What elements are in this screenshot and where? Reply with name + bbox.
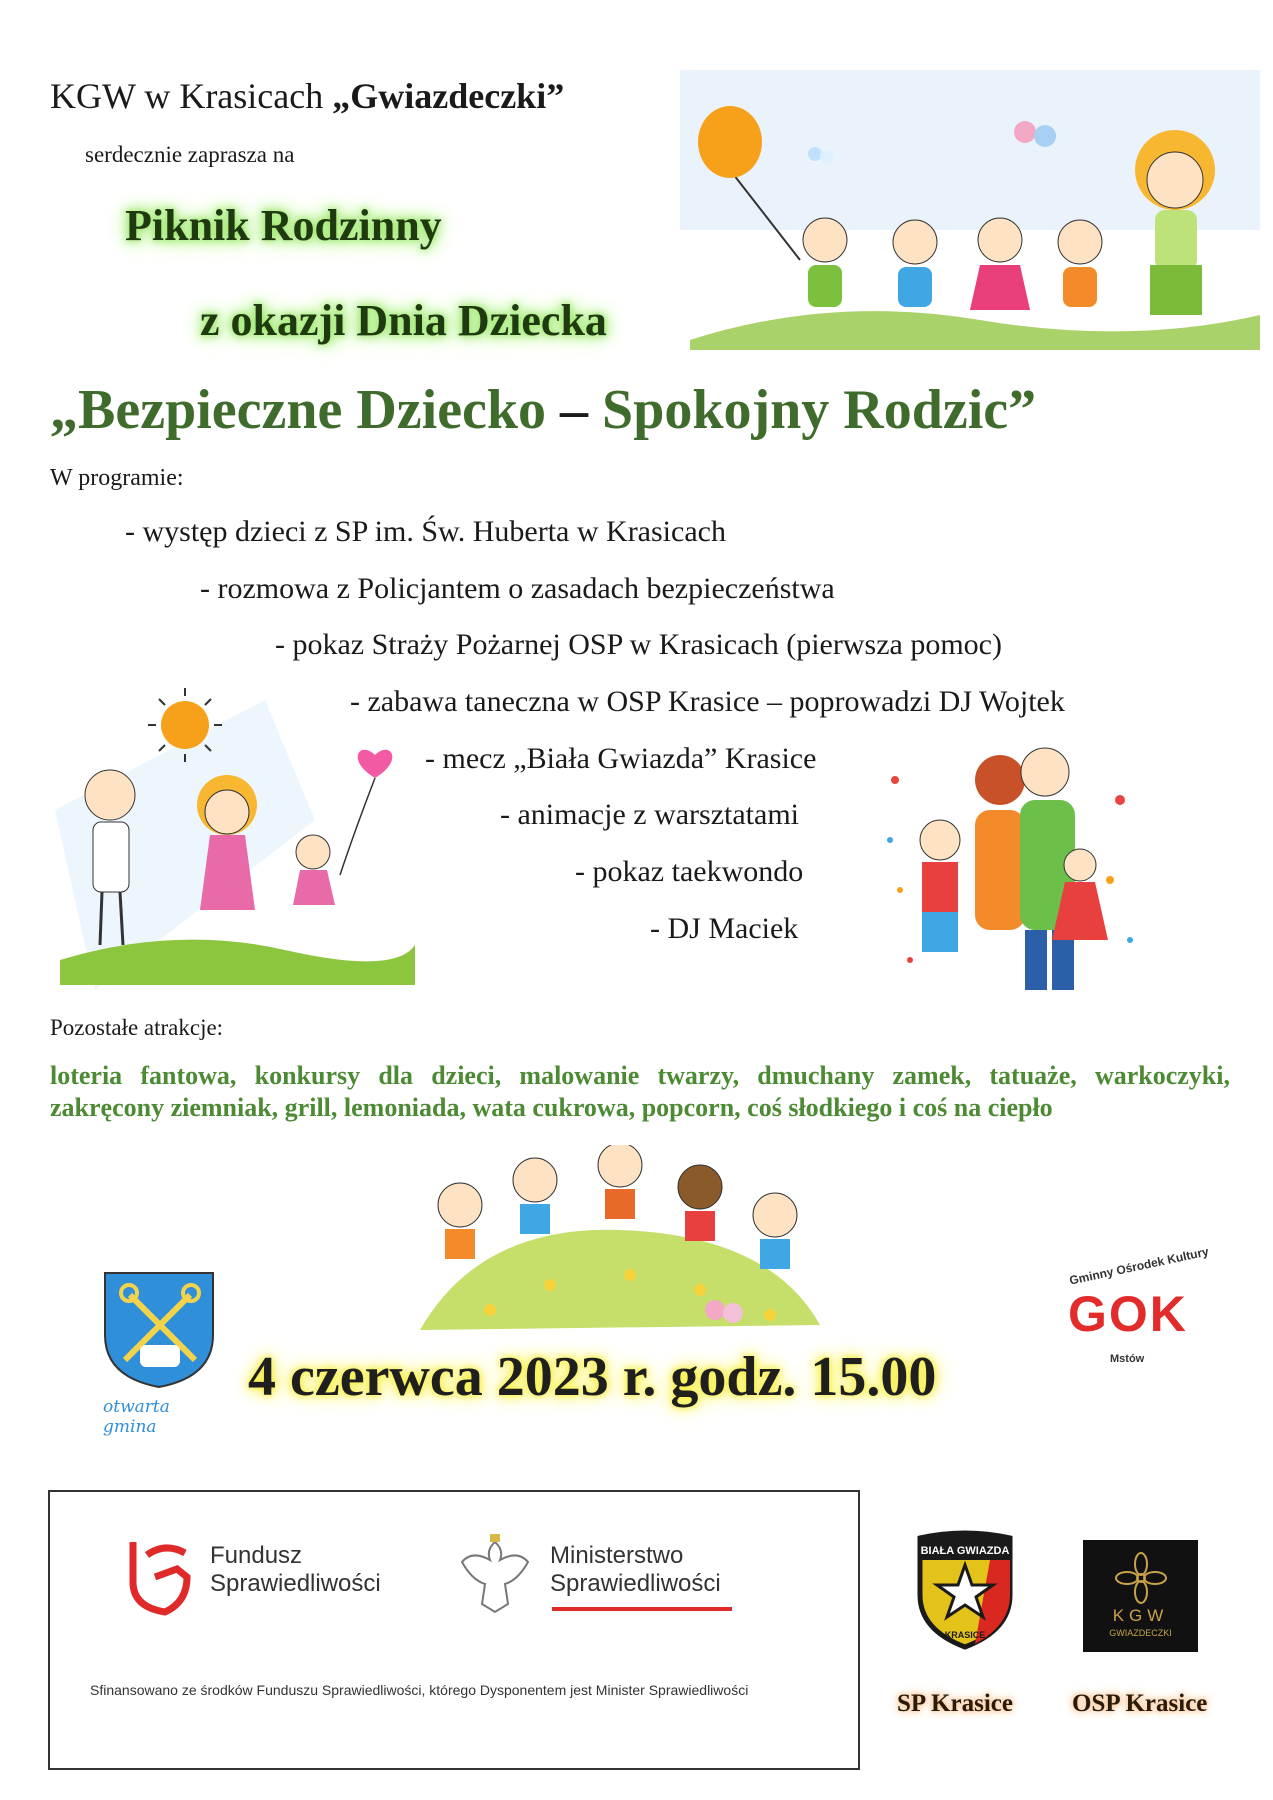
gok-letters: GOK xyxy=(1068,1286,1188,1342)
gok-logo xyxy=(1060,1244,1210,1375)
program-item: - mecz „Biała Gwiazda” Krasice xyxy=(425,742,817,775)
event-date: 4 czerwca 2023 r. godz. 15.00 xyxy=(248,1346,937,1408)
gok-arc-text: Gminny Ośrodek Kultury xyxy=(1068,1244,1210,1288)
osp-krasice-label: OSP Krasice xyxy=(1072,1690,1208,1717)
event-subtitle: z okazji Dnia Dziecka xyxy=(200,296,607,345)
child-figure xyxy=(893,220,937,307)
event-title: Piknik Rodzinny xyxy=(125,201,442,250)
kgw-gwiazdeczki-logo xyxy=(1083,1540,1198,1652)
coat-of-arms-keys-icon xyxy=(95,1265,225,1390)
child-figure xyxy=(753,1193,797,1269)
boy-figure xyxy=(920,820,960,952)
child-figure xyxy=(803,218,847,307)
eagle-emblem-icon xyxy=(460,1532,530,1617)
mother-figure xyxy=(975,755,1025,930)
sponsor-box xyxy=(48,1490,860,1770)
funding-note: Sfinansowano ze środków Funduszu Sprawiedliwości, którego Dysponentem jest Minister Sprawiedliwości xyxy=(90,1682,749,1698)
fundusz-logo-icon xyxy=(125,1537,195,1617)
gmina-motto: otwarta gmina xyxy=(103,1397,170,1437)
kgw-letters: KGW xyxy=(1112,1606,1169,1625)
invite-text: serdecznie zaprasza na xyxy=(85,142,295,167)
biala-gwiazda-shield-logo xyxy=(915,1530,1015,1650)
children-holding-hands-illustration xyxy=(680,70,1260,350)
jumping-kids-illustration xyxy=(400,1145,840,1345)
program-item: - występ dzieci z SP im. Św. Huberta w Krasicach xyxy=(125,515,726,548)
shield-bottom-text: KRASICE xyxy=(944,1630,986,1640)
program-item: - animacje z warsztatami xyxy=(500,798,800,831)
ministry-red-line xyxy=(552,1607,732,1611)
flower-star-icon xyxy=(1115,1552,1167,1604)
ministerstwo-name: Ministerstwo Sprawiedliwości xyxy=(550,1542,721,1597)
child-figure xyxy=(1058,220,1102,307)
child-figure xyxy=(678,1165,722,1241)
child-figure xyxy=(438,1183,482,1259)
girl-figure xyxy=(293,835,335,905)
heart-balloon-icon xyxy=(358,750,393,778)
organizer-title: KGW w Krasicach „Gwiazdeczki” xyxy=(50,76,565,116)
child-figure xyxy=(970,218,1030,310)
family-hug-illustration xyxy=(880,740,1140,1010)
slogan-heading: „Bezpieczne Dziecko – Spokojny Rodzic” xyxy=(50,379,1037,441)
gok-place: Mstów xyxy=(1110,1353,1145,1365)
family-sun-illustration xyxy=(55,660,425,990)
shield-top-text: BIAŁA GWIAZDA xyxy=(920,1545,1010,1557)
balloon-icon xyxy=(698,106,762,178)
kgw-subtitle: GWIAZDECZKI xyxy=(1109,1628,1172,1638)
program-item: - pokaz taekwondo xyxy=(575,855,804,888)
sp-krasice-label: SP Krasice xyxy=(897,1690,1013,1717)
program-item: - pokaz Straży Pożarnej OSP w Krasicach (pierwsza pomoc) xyxy=(275,628,1002,661)
program-item: - DJ Maciek xyxy=(650,912,799,945)
child-figure xyxy=(513,1158,557,1234)
program-item: - rozmowa z Policjantem o zasadach bezpieczeństwa xyxy=(200,572,835,605)
other-attractions-label: Pozostałe atrakcje: xyxy=(50,1015,224,1040)
child-figure xyxy=(598,1145,642,1219)
attractions-list: loteria fantowa, konkursy dla dzieci, malowanie twarzy, dmuchany zamek, tatuaże, warkoczyki, zakręcony ziemniak, grill, lemoniada, wata cukrowa, popcorn, coś słodkiego i coś na ciepło xyxy=(50,1061,1230,1122)
program-label: W programie: xyxy=(50,465,184,491)
program-item: - zabawa taneczna w OSP Krasice – poprowadzi DJ Wojtek xyxy=(350,685,1065,718)
gmina-logo xyxy=(95,1265,225,1435)
fundusz-name: Fundusz Sprawiedliwości xyxy=(210,1542,381,1597)
